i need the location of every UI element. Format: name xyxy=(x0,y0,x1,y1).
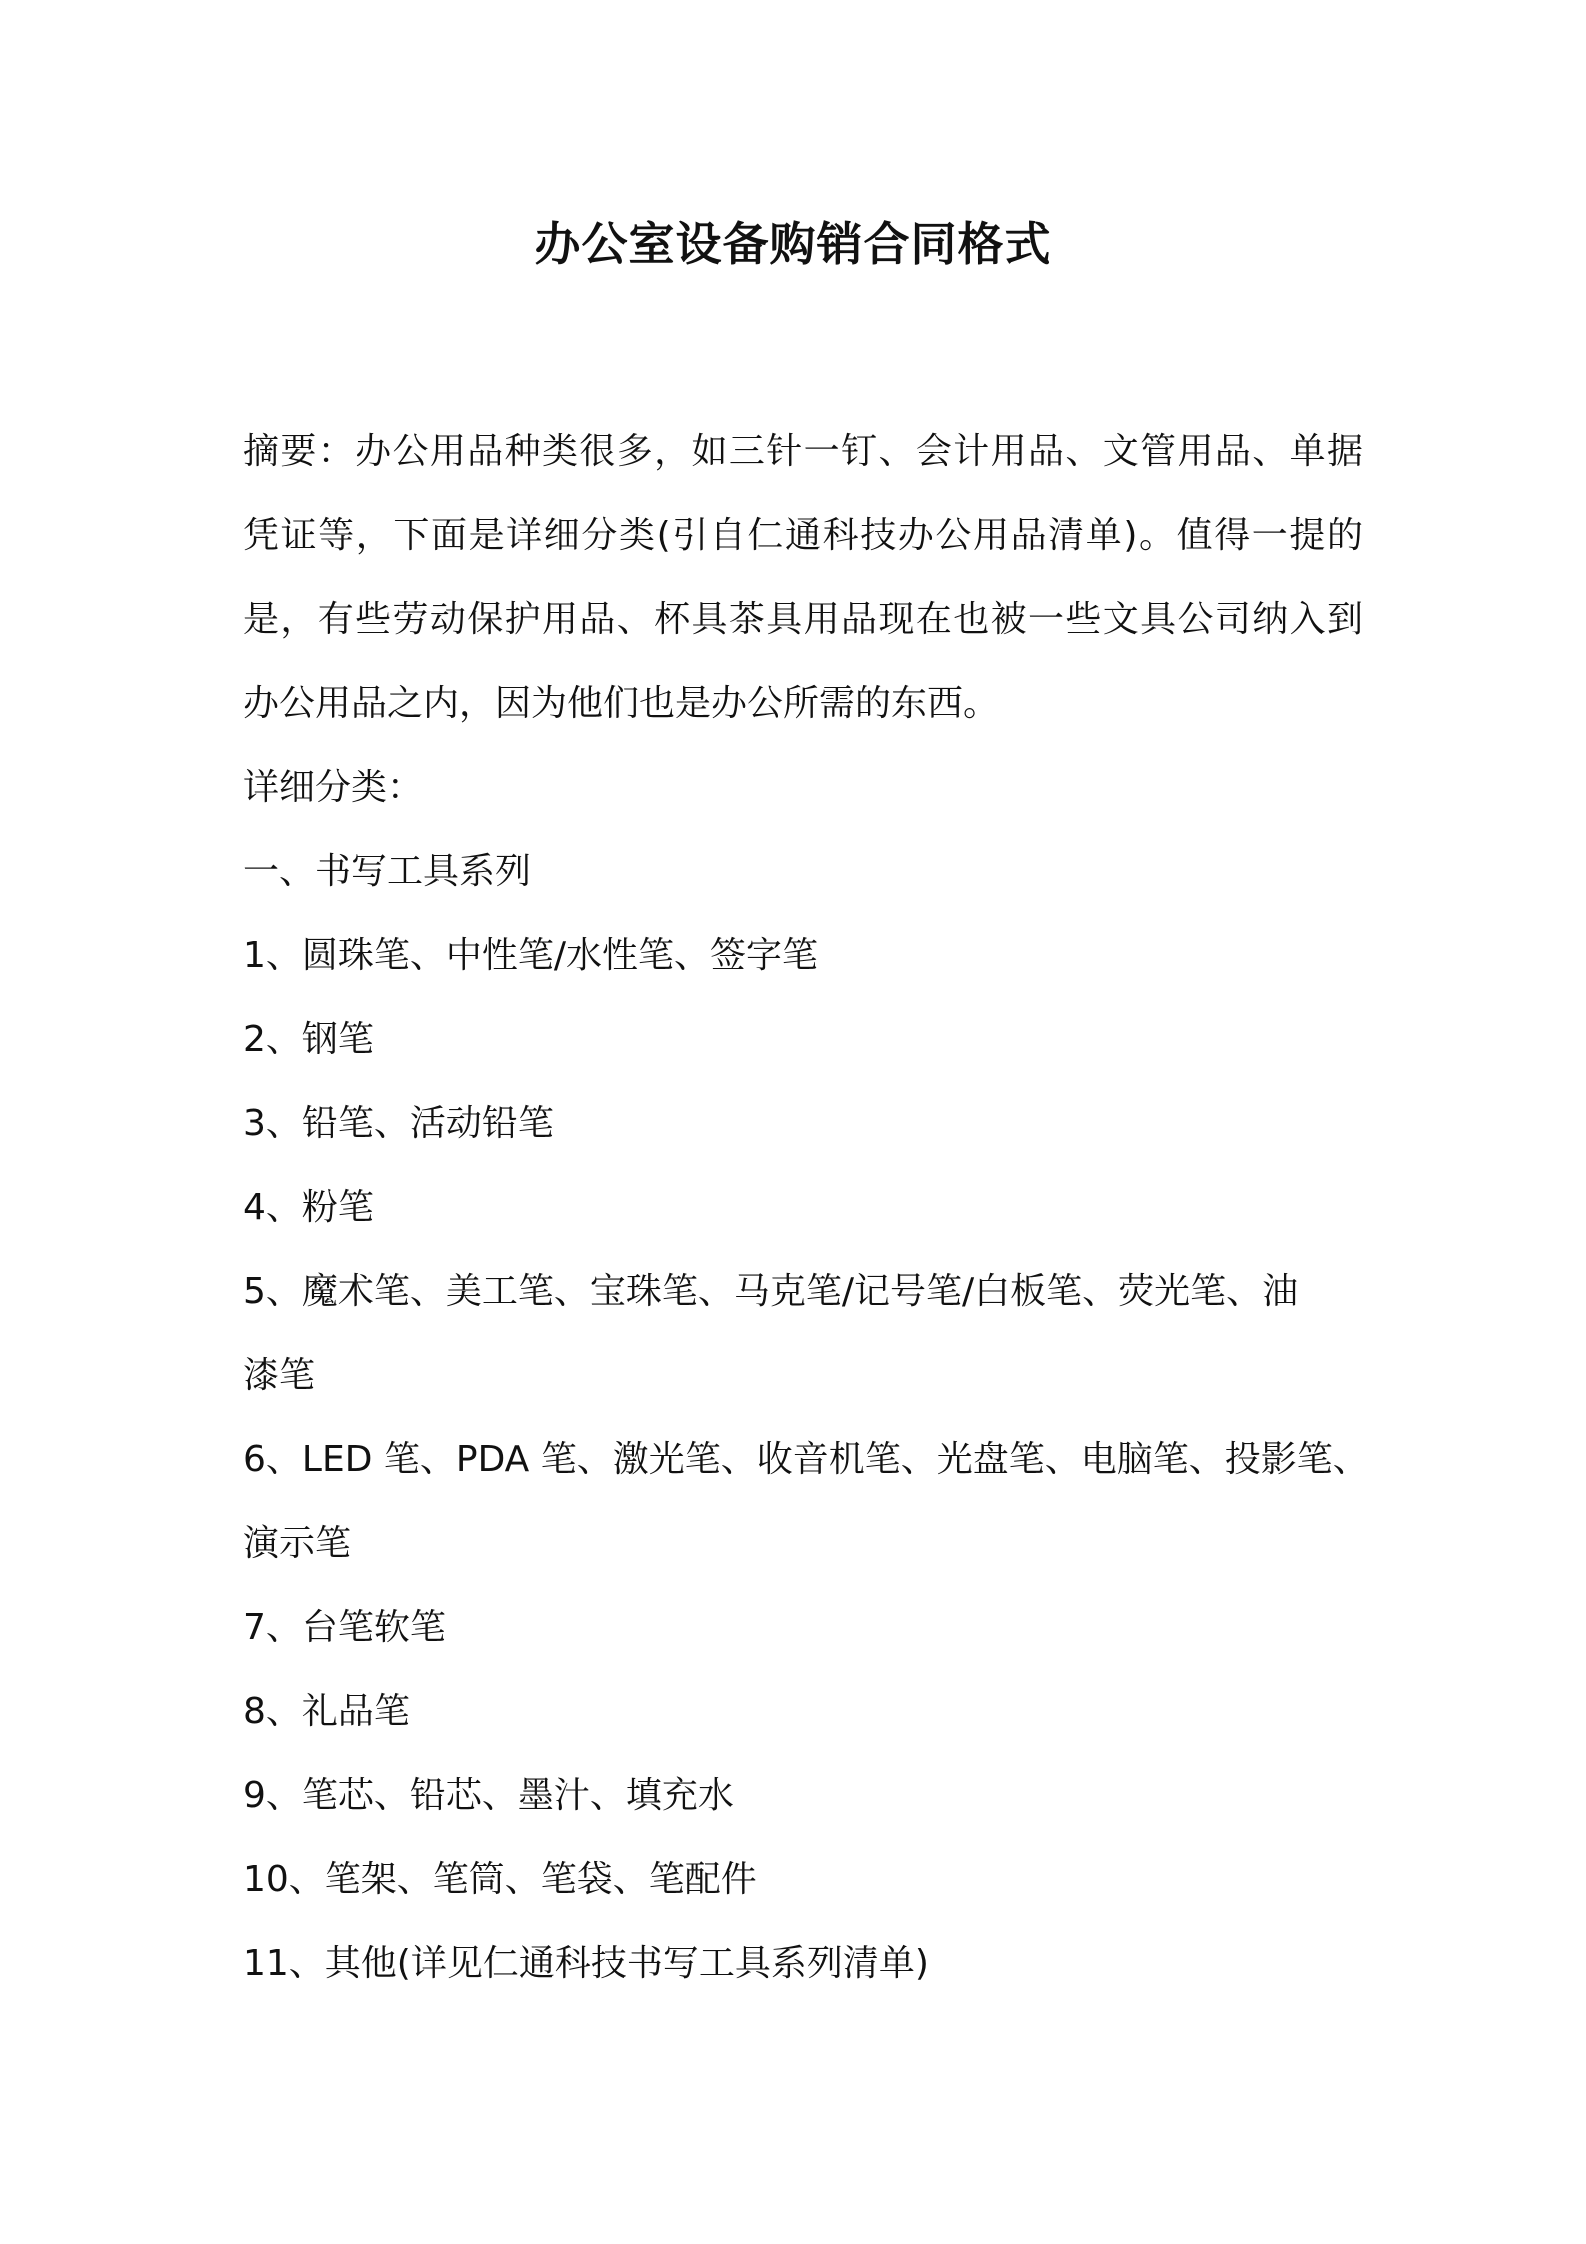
section-heading: 一、书写工具系列 xyxy=(243,851,532,892)
list-item: 3、铅笔、活动铅笔 xyxy=(243,1103,554,1144)
list-item: 2、钢笔 xyxy=(243,1019,374,1060)
summary-line: 是，有些劳动保护用品、杯具茶具用品现在也被一些文具公司纳入到 xyxy=(243,599,1363,640)
list-item: 1、圆珠笔、中性笔/水性笔、签字笔 xyxy=(243,935,819,976)
list-item: 6、LED 笔、PDA 笔、激光笔、收音机笔、光盘笔、电脑笔、投影笔、 xyxy=(243,1439,1369,1480)
document-body xyxy=(243,410,1369,2006)
list-item: 10、笔架、笔筒、笔袋、笔配件 xyxy=(243,1859,757,1900)
summary-line: 办公用品之内，因为他们也是办公所需的东西。 xyxy=(243,683,1000,724)
list-item: 9、笔芯、铅芯、墨汁、填充水 xyxy=(243,1775,734,1816)
list-item-continuation: 漆笔 xyxy=(243,1355,316,1396)
list-item: 11、其他(详见仁通科技书写工具系列清单) xyxy=(243,1943,929,1984)
detail-heading: 详细分类： xyxy=(243,767,424,808)
list-item-continuation: 演示笔 xyxy=(243,1523,352,1564)
list-item: 7、台笔软笔 xyxy=(243,1607,446,1648)
list-item: 4、粉笔 xyxy=(243,1187,374,1228)
document-title: 办公室设备购销合同格式 xyxy=(534,217,1052,271)
summary-line: 凭证等，下面是详细分类(引自仁通科技办公用品清单)。值得一提的 xyxy=(243,515,1363,556)
list-item: 8、礼品笔 xyxy=(243,1691,410,1732)
list-item: 5、魔术笔、美工笔、宝珠笔、马克笔/记号笔/白板笔、荧光笔、油 xyxy=(243,1271,1299,1312)
summary-line: 摘要：办公用品种类很多，如三针一钉、会计用品、文管用品、单据 xyxy=(243,431,1363,472)
